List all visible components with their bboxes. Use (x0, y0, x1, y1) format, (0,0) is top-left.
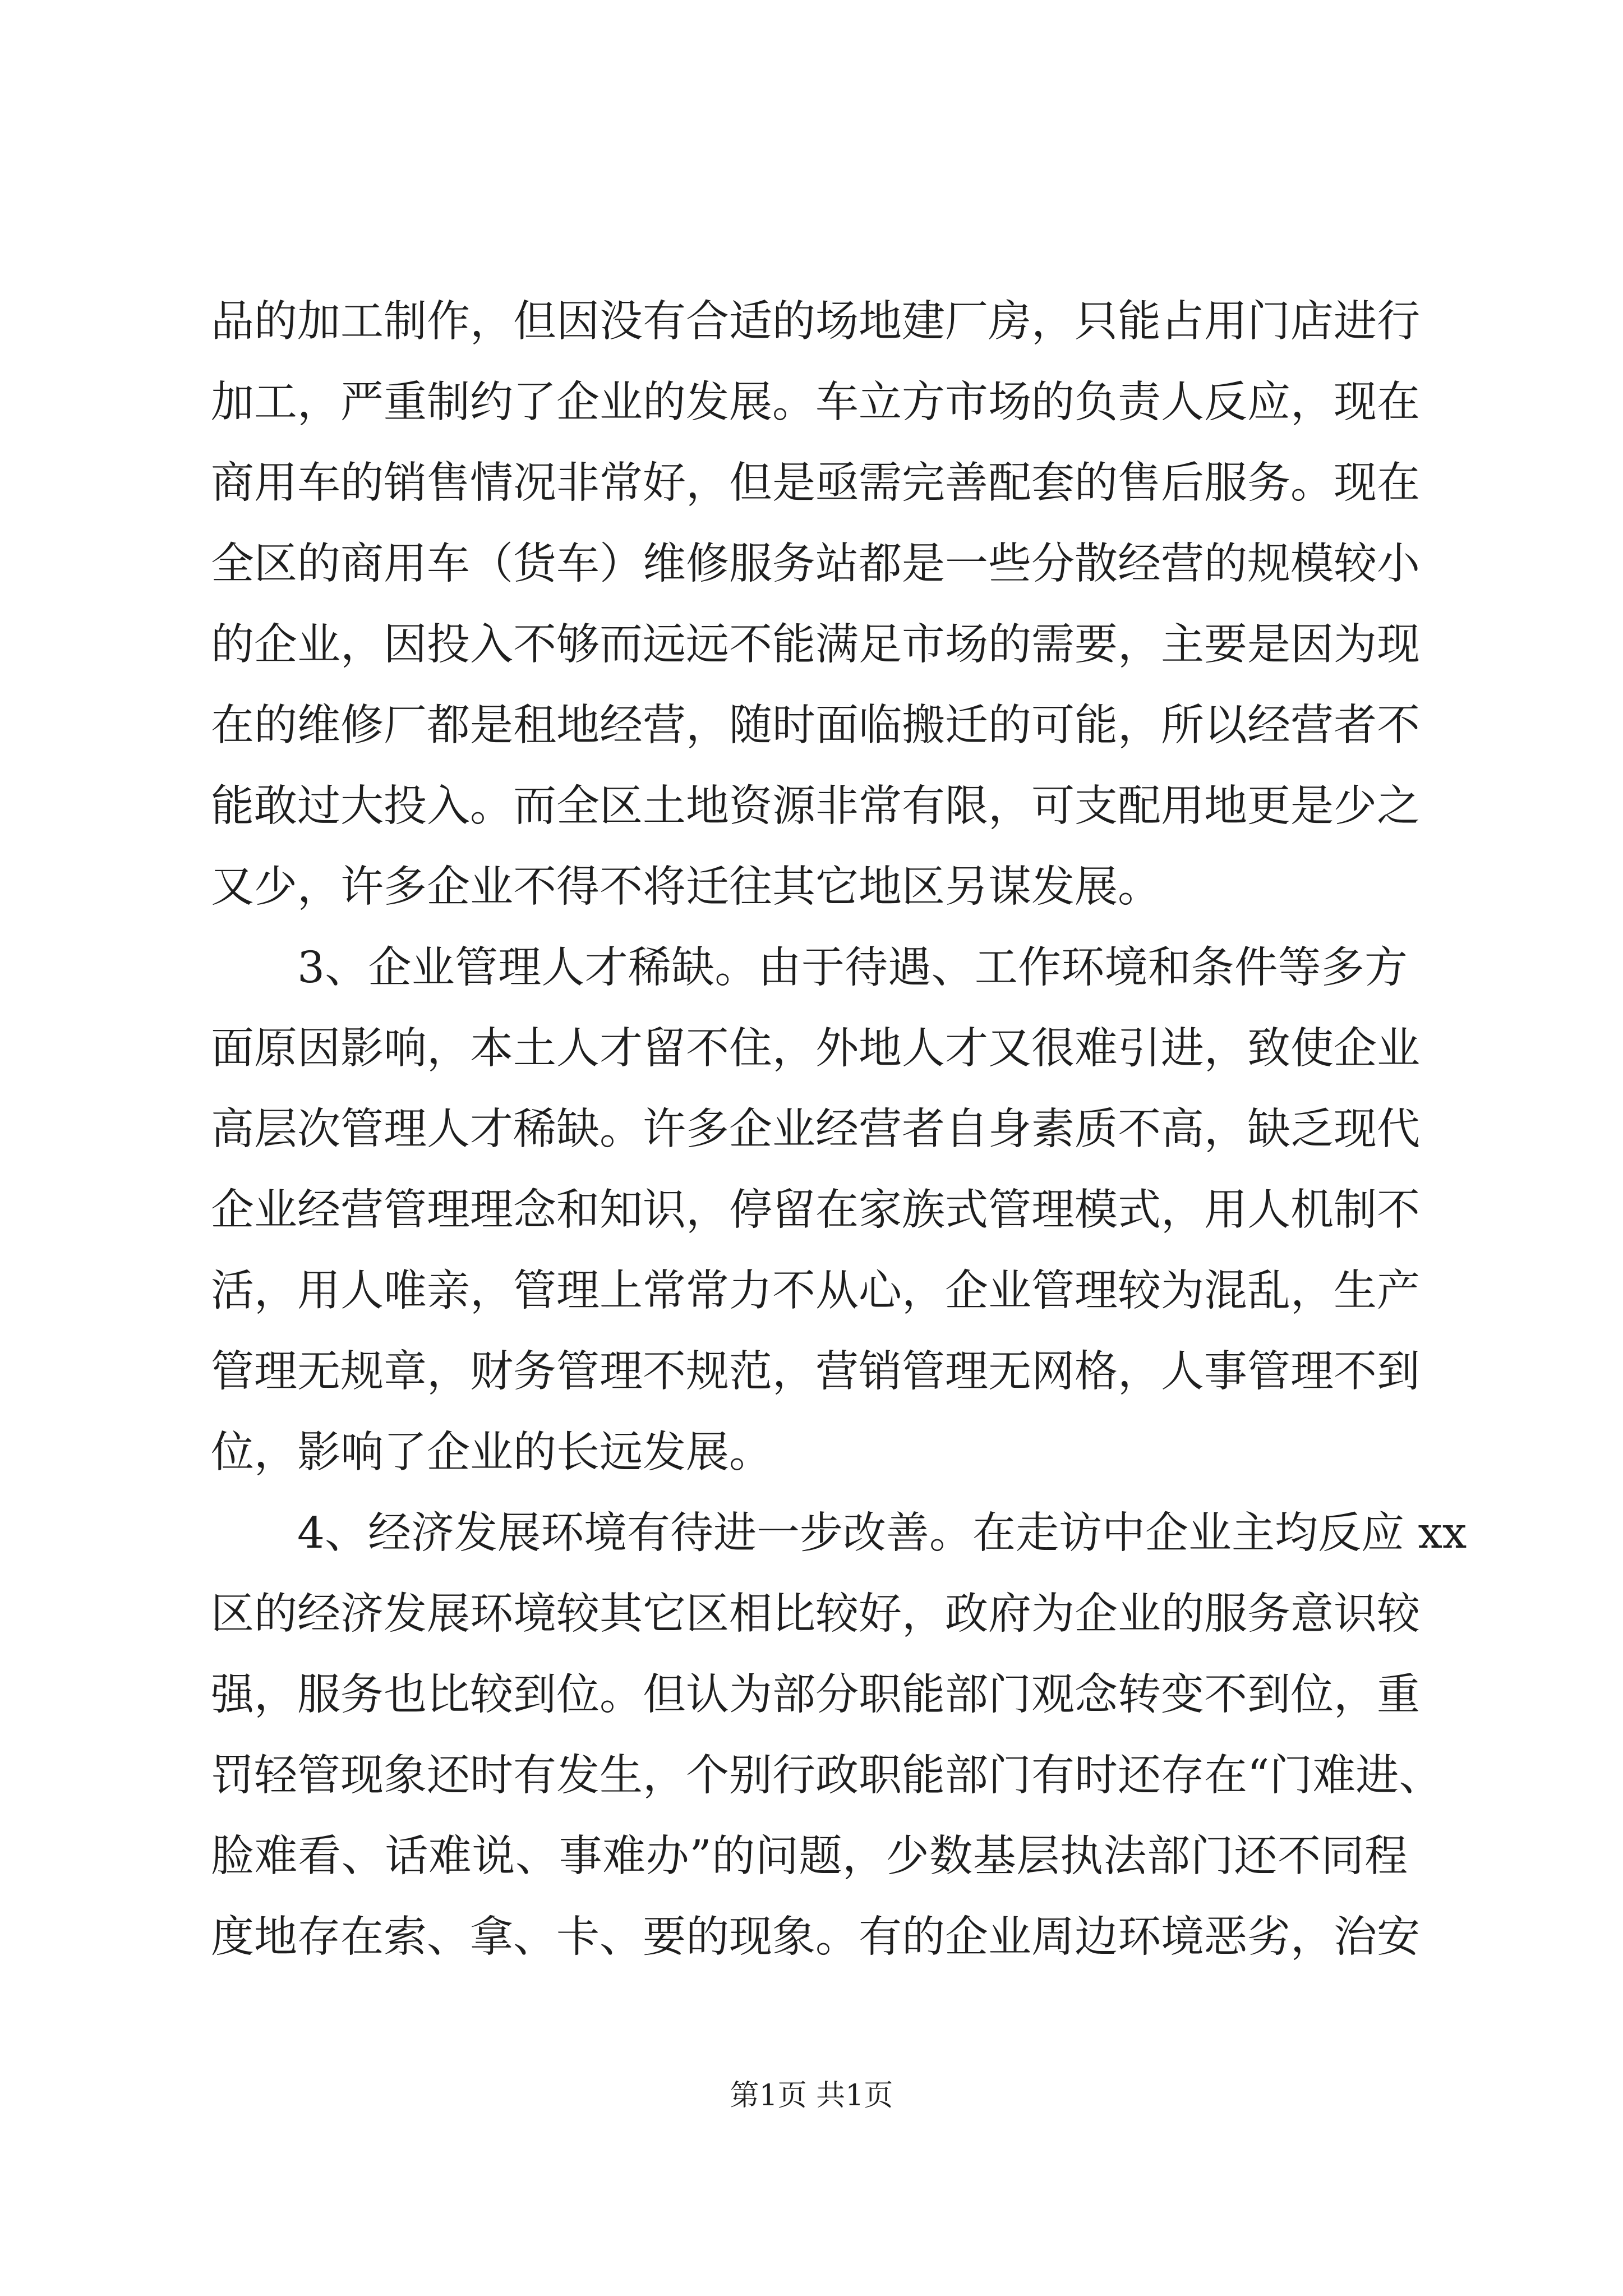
text-line: 企业经营管理理念和知识，停留在家族式管理模式，用人机制不 (211, 1185, 1420, 1235)
text-line: 位，影响了企业的长远发展。 (211, 1428, 772, 1478)
text-line: 管理无规章，财务管理不规范，营销管理无网格，人事管理不到 (211, 1347, 1420, 1397)
text-line: 脸难看、话难说、事难办”的问题，少数基层执法部门还不同程 (211, 1832, 1408, 1881)
text-line: 高层次管理人才稀缺。许多企业经营者自身素质不高，缺乏现代 (211, 1105, 1420, 1154)
text-line: 全区的商用车（货车）维修服务站都是一些分散经营的规模较小 (211, 539, 1420, 589)
page-number-footer: 第1页 共1页 (730, 2079, 893, 2113)
text-line: 强，服务也比较到位。但认为部分职能部门观念转变不到位，重 (211, 1670, 1420, 1720)
text-line: 罚轻管现象还时有发生，个别行政职能部门有时还存在“门难进、 (211, 1751, 1442, 1801)
text-line: 能敢过大投入。而全区土地资源非常有限，可支配用地更是少之 (211, 781, 1420, 831)
text-line: 商用车的销售情况非常好，但是亟需完善配套的售后服务。现在 (211, 458, 1420, 508)
text-line: 又少，许多企业不得不将迁往其它地区另谋发展。 (211, 862, 1161, 912)
text-line: 活，用人唯亲，管理上常常力不从心，企业管理较为混乱，生产 (211, 1266, 1420, 1316)
text-line: 加工，严重制约了企业的发展。车立方市场的负责人反应，现在 (211, 378, 1420, 427)
text-line: 的企业，因投入不够而远远不能满足市场的需要，主要是因为现 (211, 620, 1420, 670)
text-line: 度地存在索、拿、卡、要的现象。有的企业周边环境恶劣，治安 (211, 1912, 1420, 1962)
paragraph-first-line: 3、企业管理人才稀缺。由于待遇、工作环境和条件等多方 (297, 943, 1408, 993)
text-line: 在的维修厂都是租地经营，随时面临搬迁的可能，所以经营者不 (211, 701, 1420, 751)
text-line: 面原因影响，本土人才留不住，外地人才又很难引进，致使企业 (211, 1024, 1420, 1074)
paragraph-first-line: 4、经济发展环境有待进一步改善。在走访中企业主均反应 xx (297, 1508, 1467, 1558)
text-line: 区的经济发展环境较其它区相比较好，政府为企业的服务意识较 (211, 1589, 1420, 1639)
text-line: 品的加工制作，但因没有合适的场地建厂房，只能占用门店进行 (211, 297, 1420, 347)
